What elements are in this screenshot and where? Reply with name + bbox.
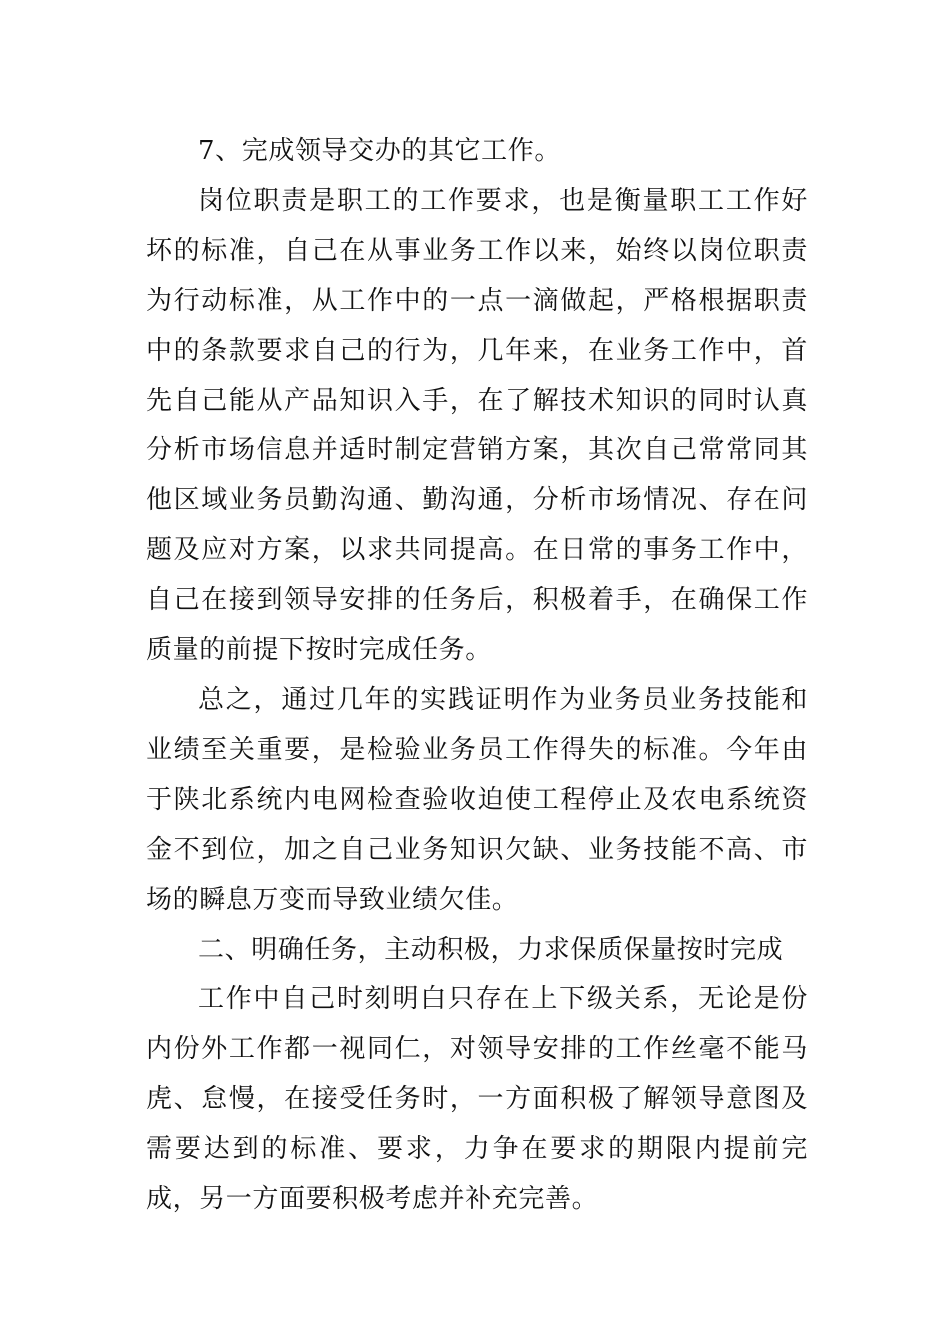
paragraph-summary: 总之，通过几年的实践证明作为业务员业务技能和业绩至关重要，是检验业务员工作得失的标准。今年由于陕北系统内电网检查验收迫使工程停止及农电系统资金不到位，加之自己业务知识欠缺、业务技能不高、市场的瞬息万变而导致业绩欠佳。 [146,684,808,915]
paragraph-work-attitude: 工作中自己时刻明白只存在上下级关系，无论是份内份外工作都一视同仁，对领导安排的工作丝毫不能马虎、怠慢，在接受任务时，一方面积极了解领导意图及需要达到的标准、要求，力争在要求的期限内提前完成，另一方面要积极考虑并补充完善。 [146,984,808,1215]
section-heading-2: 二、明确任务，主动积极，力求保质保量按时完成 [198,934,784,965]
document-body [146,127,808,1225]
paragraph-job-duties: 岗位职责是职工的工作要求，也是衡量职工工作好坏的标准，自己在从事业务工作以来，始终以岗位职责为行动标准，从工作中的一点一滴做起，严格根据职责中的条款要求自己的行为，几年来，在业务工作中，首先自己能从产品知识入手，在了解技术知识的同时认真分析市场信息并适时制定营销方案，其次自己常常同其他区域业务员勤沟通、勤沟通，分析市场情况、存在问题及应对方案，以求共同提高。在日常的事务工作中，自己在接到领导安排的任务后，积极着手，在确保工作质量的前提下按时完成任务。 [146,185,808,666]
paragraph-item-7: 7、完成领导交办的其它工作。 [198,136,561,166]
